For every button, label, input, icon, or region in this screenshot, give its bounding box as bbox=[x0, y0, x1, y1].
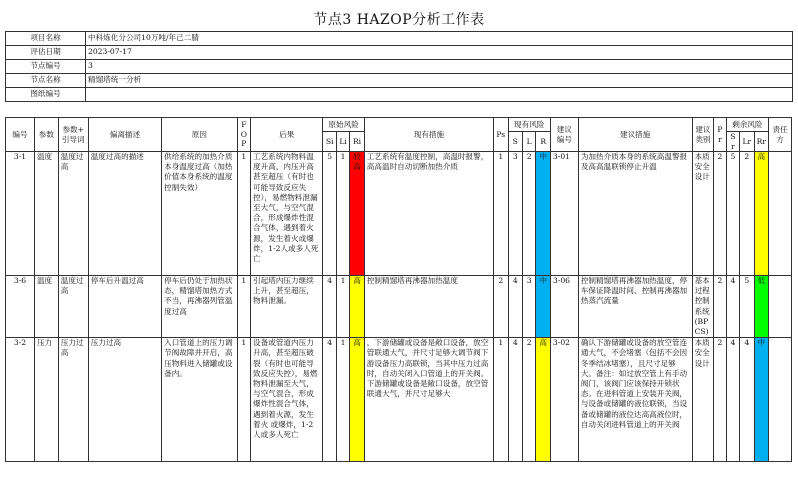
row-lr: 5 bbox=[740, 276, 754, 338]
row-recommendation: 为加热介质本身的系统高温警报及高高温联锁停止升温 bbox=[578, 152, 692, 276]
table-row bbox=[6, 276, 792, 338]
row-r-risk-badge: 高 bbox=[536, 338, 551, 462]
row-cause: 入口管道上的压力调节阀故障并开启，高压物料进入储罐或设备内。 bbox=[162, 338, 237, 462]
row-sr: 4 bbox=[726, 276, 739, 338]
meta-table bbox=[5, 31, 793, 102]
row-rec-type: 本质安全设计 bbox=[692, 338, 714, 462]
row-ps: 2 bbox=[494, 276, 508, 338]
row-guide: 温度过高 bbox=[58, 152, 88, 276]
row-deviation: 停车后升温过高 bbox=[88, 276, 161, 338]
header-original-risk: 原始风险 bbox=[323, 118, 364, 132]
table-row bbox=[6, 152, 792, 276]
row-li: 1 bbox=[336, 276, 349, 338]
row-si: 5 bbox=[323, 152, 336, 276]
hazop-table bbox=[5, 117, 792, 462]
row-param: 温度 bbox=[34, 152, 58, 276]
row-cause: 供给系统的加热介质本身温度过高（加热价值本身系统的温度控制失效） bbox=[162, 152, 237, 276]
row-s: 3 bbox=[508, 152, 522, 276]
row-cause: 停车后仍处于加热状态，精馏塔加热方式不当，再沸器列管温度过高 bbox=[162, 276, 237, 338]
row-rec-type: 本质安全设计 bbox=[692, 152, 714, 276]
row-si: 4 bbox=[323, 276, 336, 338]
row-l: 3 bbox=[522, 276, 535, 338]
meta-value: 2023-07-17 bbox=[86, 46, 793, 60]
meta-row bbox=[6, 32, 793, 46]
row-deviation: 压力过高 bbox=[88, 338, 161, 462]
header-param: 参数 bbox=[34, 118, 58, 152]
meta-label: 项目名称 bbox=[6, 32, 86, 46]
row-ri-risk-badge: 高 bbox=[350, 276, 365, 338]
meta-row bbox=[6, 88, 793, 102]
header-owner: 责任 方 bbox=[769, 118, 792, 152]
row-ri-risk-badge: 较高 bbox=[350, 152, 365, 276]
row-r-risk-badge: 中 bbox=[536, 276, 551, 338]
row-si: 4 bbox=[323, 338, 336, 462]
row-lr: 2 bbox=[740, 152, 754, 276]
row-recommendation: 确认下游储罐或设备的放空管连通大气，不会堵塞（包括不会因冬季结冰堵塞），且尺寸足够大。备注：如过放空管上有手动阀门，该阀门应该保持开锁状态。在进料管道上安装开关阀，与设备或储罐的液位联锁，当设备或储罐的液位达高高液位时，自动关闭进料管道上的开关阀 bbox=[578, 338, 692, 462]
header-pr: Pr bbox=[714, 118, 726, 152]
header-fop: FO P bbox=[237, 118, 250, 152]
row-l: 2 bbox=[522, 152, 535, 276]
header-r: R bbox=[536, 132, 551, 152]
row-lr: 4 bbox=[740, 338, 754, 462]
row-consequence: 引起塔内压力继续上升，甚至超压，物料泄漏。 bbox=[251, 276, 323, 338]
meta-label: 图纸编号 bbox=[6, 88, 86, 102]
header-ps: Ps bbox=[494, 118, 508, 152]
meta-value bbox=[86, 88, 793, 102]
header-rec-id: 建议 编号 bbox=[550, 118, 578, 152]
header-consequence: 后果 bbox=[251, 118, 323, 152]
header-recommendation: 建议措施 bbox=[578, 118, 692, 152]
meta-row bbox=[6, 74, 793, 88]
row-rr-risk-badge: 高 bbox=[754, 152, 769, 276]
table-row bbox=[6, 338, 792, 462]
row-owner bbox=[769, 276, 792, 338]
row-fop: 1 bbox=[237, 276, 250, 338]
row-id: 3-6 bbox=[6, 276, 35, 338]
row-rr-risk-badge: 低 bbox=[754, 276, 769, 338]
meta-row bbox=[6, 60, 793, 74]
header-deviation: 偏离描述 bbox=[88, 118, 161, 152]
row-ps: 1 bbox=[494, 152, 508, 276]
row-li: 1 bbox=[336, 152, 349, 276]
row-consequence: 工艺系统内物料温度升高，内压升高甚至超压（有时也可能导致反应失控），易燃物料泄漏至大气，与空气混合，形成爆炸性混合气体，遇到着火源，发生着火或爆炸，1-2人或多人死亡 bbox=[251, 152, 323, 276]
header-residual-risk: 剩余风险 bbox=[726, 118, 768, 132]
row-s: 4 bbox=[508, 276, 522, 338]
row-s: 4 bbox=[508, 338, 522, 462]
header-li: Li bbox=[336, 132, 349, 152]
row-guide: 压力过高 bbox=[58, 338, 88, 462]
row-id: 3-1 bbox=[6, 152, 35, 276]
row-pr: 2 bbox=[714, 276, 726, 338]
header-si: Si bbox=[323, 132, 336, 152]
row-param: 压力 bbox=[34, 338, 58, 462]
row-fop: 1 bbox=[237, 338, 250, 462]
row-li: 1 bbox=[336, 338, 349, 462]
meta-label: 评估日期 bbox=[6, 46, 86, 60]
row-guide: 温度过高 bbox=[58, 276, 88, 338]
row-owner bbox=[769, 152, 792, 276]
meta-value: 中科炼化分公司10万吨/年己二腈 bbox=[86, 32, 793, 46]
row-measures: 控制精馏塔再沸器加热温度 bbox=[364, 276, 493, 338]
row-deviation: 温度过高的描述 bbox=[88, 152, 161, 276]
header-rec-type: 建议 类别 bbox=[692, 118, 714, 152]
row-rec-id: 3-02 bbox=[550, 338, 578, 462]
row-rec-type: 基本过程控制系统(BPCS) bbox=[692, 276, 714, 338]
row-sr: 5 bbox=[726, 152, 739, 276]
row-measures: 工艺系统有温度控制，高温时报警，高高温时自动切断加热介质 bbox=[364, 152, 493, 276]
header-id: 编号 bbox=[6, 118, 35, 152]
meta-label: 节点编号 bbox=[6, 60, 86, 74]
row-sr: 4 bbox=[726, 338, 739, 462]
row-ps: 1 bbox=[494, 338, 508, 462]
row-param: 温度 bbox=[34, 276, 58, 338]
header-guide: 参数+ 引导词 bbox=[58, 118, 88, 152]
header-lr: Lr bbox=[740, 132, 754, 152]
header-rr: Rr bbox=[754, 132, 769, 152]
page-title: 节点3 HAZOP分析工作表 bbox=[313, 12, 485, 28]
meta-row bbox=[6, 46, 793, 60]
row-consequence: 设备或管道内压力升高，甚至超压破裂（有时也可能导致反应失控），易燃物料泄漏至大气，与空气混合，形成爆炸性混合气体，遇到着火源，发生着火 或爆炸，1-2人或多人死亡 bbox=[251, 338, 323, 462]
row-id: 3-2 bbox=[6, 338, 35, 462]
header-ri: Ri bbox=[350, 132, 365, 152]
header-cause: 原因 bbox=[162, 118, 237, 152]
row-pr: 2 bbox=[714, 152, 726, 276]
row-l: 2 bbox=[522, 338, 535, 462]
row-fop: 1 bbox=[237, 152, 250, 276]
row-pr: 2 bbox=[714, 338, 726, 462]
row-r-risk-badge: 中 bbox=[536, 152, 551, 276]
meta-label: 节点名称 bbox=[6, 74, 86, 88]
row-ri-risk-badge: 高 bbox=[350, 338, 365, 462]
row-measures: ，下游储罐或设备是敞口设备，放空管联通大气，并尺寸足够大调节阀下游设备压力高联锁，当其中压力过高时，自动关闭入口管道上的开关阀。下游储罐或设备是敞口设备，放空管联通大气，并尺寸足够大 bbox=[364, 338, 493, 462]
header-current-risk: 现有风险 bbox=[508, 118, 550, 132]
header-measures: 现有措施 bbox=[364, 118, 493, 152]
meta-value: 3 bbox=[86, 60, 793, 74]
row-rec-id: 3-06 bbox=[550, 276, 578, 338]
header-sr: Sr bbox=[726, 132, 739, 152]
meta-value: 精馏塔统一分析 bbox=[86, 74, 793, 88]
row-rr-risk-badge: 中 bbox=[754, 338, 769, 462]
header-s: S bbox=[508, 132, 522, 152]
row-recommendation: 控制精馏塔再沸器加热温度，停车保证降温时间、控制再沸器加热蒸汽流量 bbox=[578, 276, 692, 338]
header-l: L bbox=[522, 132, 535, 152]
row-rec-id: 3-01 bbox=[550, 152, 578, 276]
row-owner bbox=[769, 338, 792, 462]
